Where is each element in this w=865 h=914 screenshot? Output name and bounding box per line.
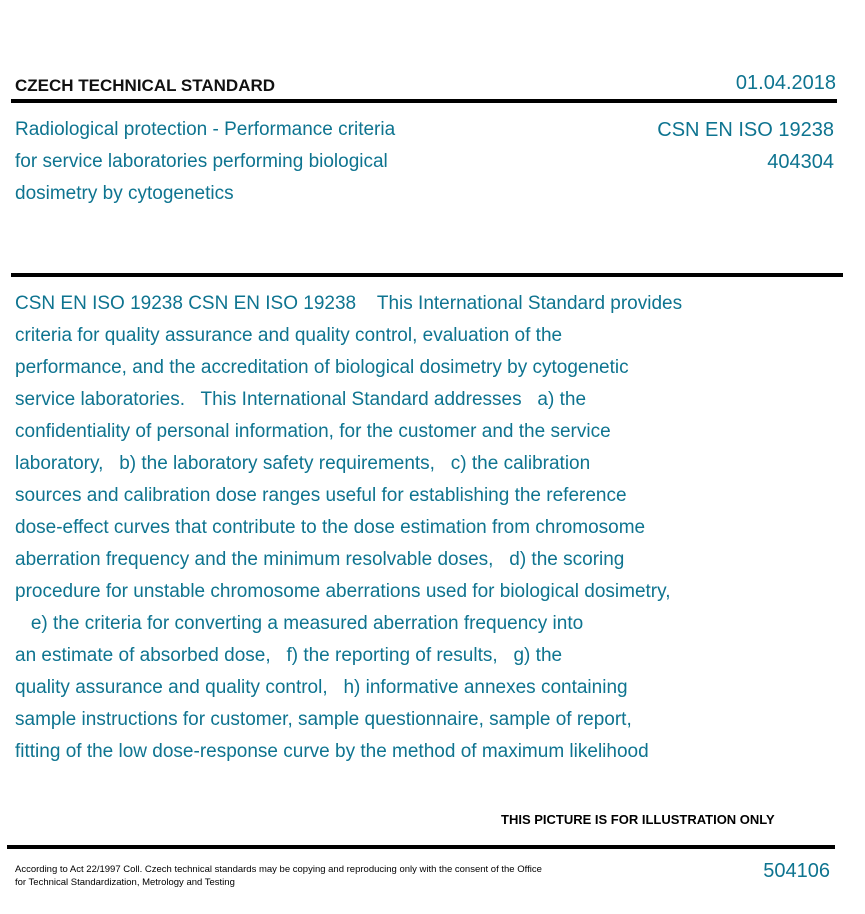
abstract-line: confidentiality of personal information, for the customer and the service — [15, 421, 611, 442]
abstract-line: performance, and the accreditation of biological dosimetry by cytogenetic — [15, 357, 629, 378]
standard-title-line: for service laboratories performing biological — [15, 151, 388, 172]
section-divider — [11, 273, 843, 277]
abstract-text — [15, 288, 815, 768]
abstract-line: dose-effect curves that contribute to the dose estimation from chromosome — [15, 517, 646, 538]
abstract-line: quality assurance and quality control, h) informative annexes containing — [15, 677, 628, 698]
copyright-notice-line: According to Act 22/1997 Coll. Czech technical standards may be copying and reproducing only with the consent of the Office — [15, 864, 542, 875]
abstract-line: CSN EN ISO 19238 CSN EN ISO 19238 This International Standard provides — [15, 293, 683, 314]
illustration-disclaimer: THIS PICTURE IS FOR ILLUSTRATION ONLY — [501, 812, 775, 827]
abstract-line: service laboratories. This International Standard addresses a) the — [15, 389, 587, 410]
standard-identifier — [657, 114, 834, 178]
publication-date: 01.04.2018 — [735, 72, 836, 94]
copyright-notice-line: for Technical Standardization, Metrology and Testing — [15, 877, 235, 888]
document-type-heading: CZECH TECHNICAL STANDARD — [15, 76, 276, 95]
standard-title-line: dosimetry by cytogenetics — [15, 183, 234, 204]
header-divider — [11, 99, 837, 103]
abstract-line: e) the criteria for converting a measured aberration frequency into — [15, 613, 584, 634]
standard-title — [15, 114, 475, 210]
copyright-notice — [15, 863, 615, 889]
abstract-line: laboratory, b) the laboratory safety requirements, c) the calibration — [15, 453, 591, 474]
abstract-line: sources and calibration dose ranges useful for establishing the reference — [15, 485, 627, 506]
standard-code: CSN EN ISO 19238 — [657, 119, 834, 141]
abstract-line: fitting of the low dose-response curve by the method of maximum likelihood — [15, 741, 649, 762]
footer-divider — [7, 845, 835, 849]
abstract-line: criteria for quality assurance and quality control, evaluation of the — [15, 325, 563, 346]
abstract-line: an estimate of absorbed dose, f) the reporting of results, g) the — [15, 645, 563, 666]
abstract-line: aberration frequency and the minimum resolvable doses, d) the scoring — [15, 549, 625, 570]
standard-number: 404304 — [767, 151, 834, 173]
standard-title-line: Radiological protection - Performance criteria — [15, 119, 396, 140]
catalog-number: 504106 — [763, 860, 830, 882]
abstract-line: sample instructions for customer, sample questionnaire, sample of report, — [15, 709, 632, 730]
abstract-line: procedure for unstable chromosome aberrations used for biological dosimetry, — [15, 581, 671, 602]
